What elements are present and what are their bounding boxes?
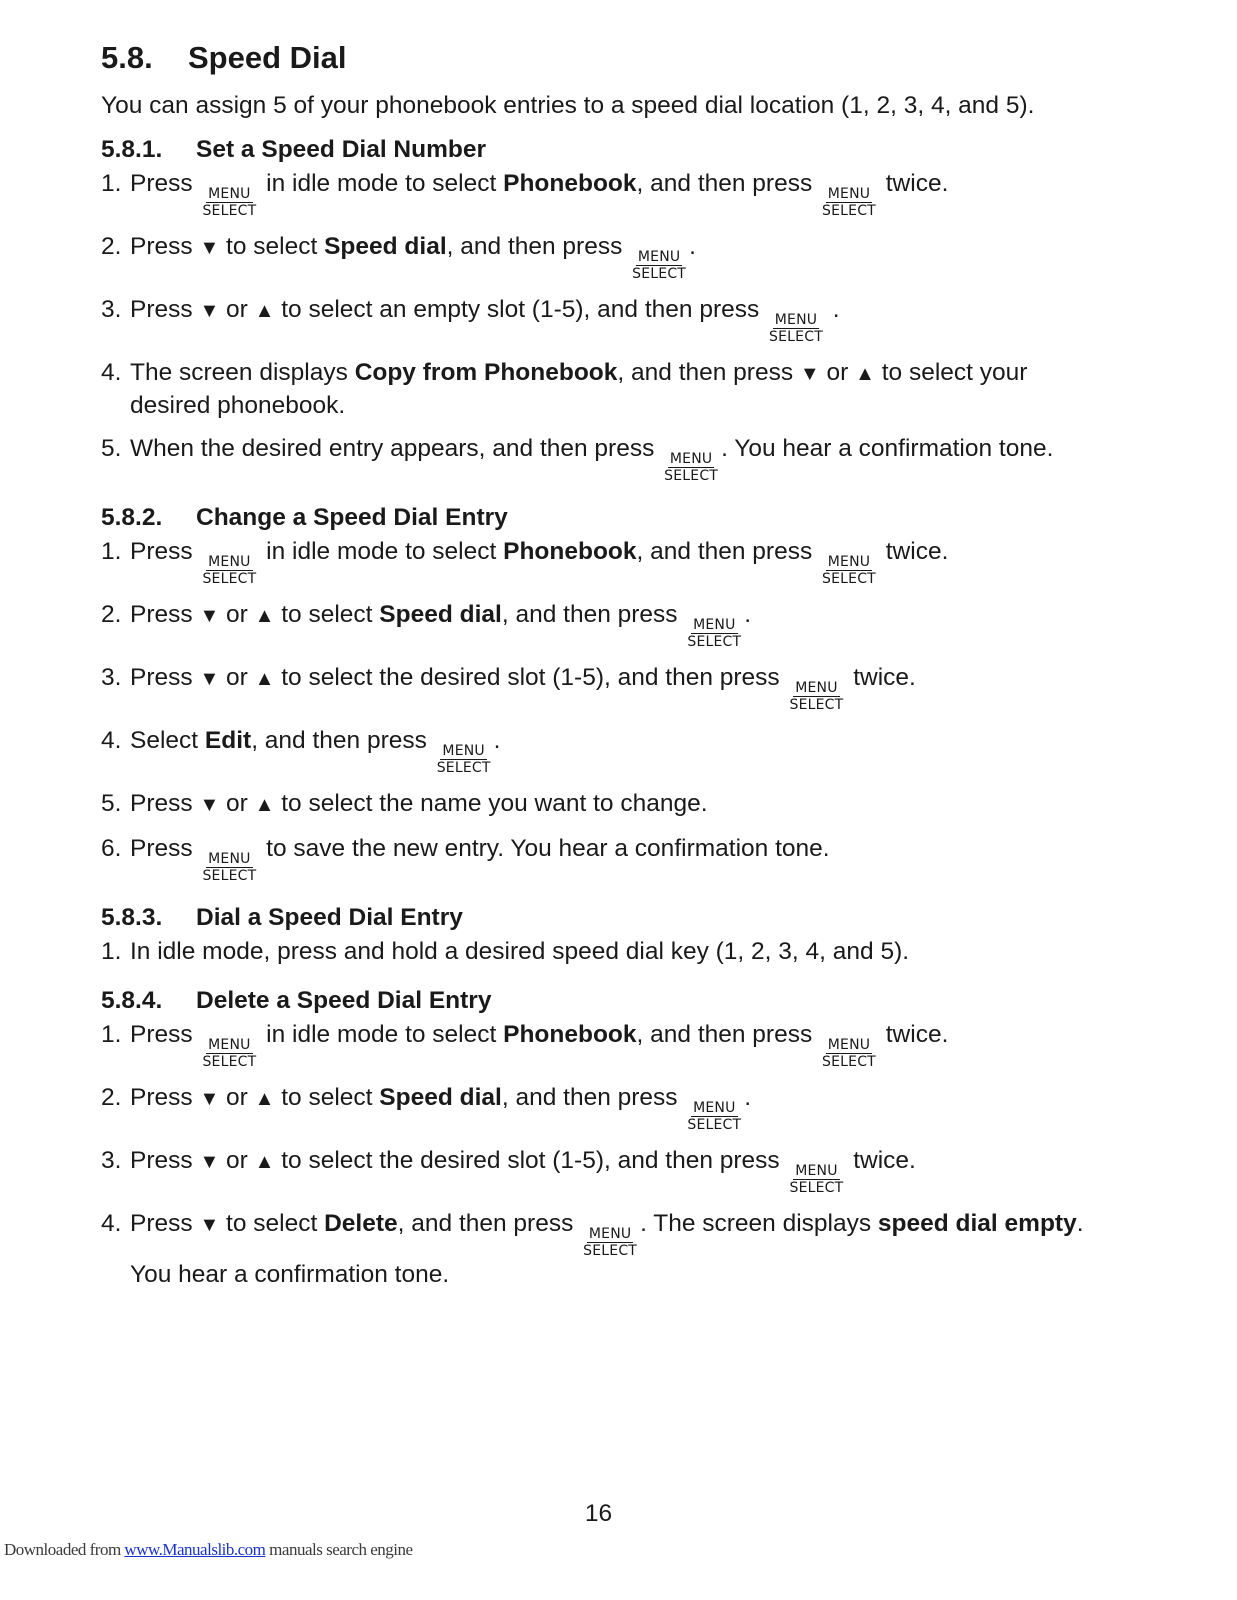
step-emphasis: Speed dial: [379, 1083, 502, 1111]
up-triangle-icon: ▲: [254, 604, 275, 627]
down-triangle-icon: ▼: [199, 1213, 220, 1236]
step-text: or: [219, 600, 255, 628]
step-number: 6.: [101, 834, 122, 862]
down-triangle-icon: ▼: [199, 604, 220, 627]
step-emphasis: speed dial empty: [877, 1209, 1077, 1237]
step-emphasis: Phonebook: [503, 169, 637, 197]
step-text: .: [689, 232, 696, 260]
subsection-number: 5.8.4.: [101, 986, 163, 1014]
step-number: 3.: [101, 1146, 122, 1174]
step-text: twice.: [846, 1146, 916, 1174]
step-text: or: [219, 789, 255, 817]
step-text: in idle mode to select: [259, 537, 504, 565]
step-emphasis: Phonebook: [503, 1020, 637, 1048]
step-item: [101, 1019, 1111, 1070]
step-text: Press: [130, 169, 200, 197]
key-label-top: MENU: [208, 1036, 251, 1053]
up-triangle-icon: ▲: [254, 793, 275, 816]
step-number: 3.: [101, 295, 122, 323]
key-label-top: MENU: [795, 1162, 838, 1179]
key-label-bottom: SELECT: [687, 1116, 742, 1133]
step-text: to select: [219, 1209, 325, 1237]
footer-prefix: Downloaded from: [4, 1540, 125, 1559]
key-label-top: MENU: [208, 850, 251, 867]
down-triangle-icon: ▼: [199, 793, 220, 816]
step-text: .: [744, 600, 752, 628]
key-label-top: MENU: [774, 311, 818, 328]
down-triangle-icon: ▼: [199, 667, 220, 690]
step-text: or: [219, 295, 255, 323]
key-label-top: MENU: [693, 1099, 736, 1116]
step-text: . The screen displays: [640, 1209, 878, 1237]
step-item: [101, 599, 1111, 650]
step-text: to select: [274, 1083, 380, 1111]
step-emphasis: Edit: [204, 726, 252, 754]
step-number: 1.: [101, 1020, 122, 1048]
step-text: to select: [274, 600, 380, 628]
up-triangle-icon: ▲: [855, 362, 875, 385]
step-emphasis: Delete: [324, 1209, 398, 1237]
step-item: [101, 788, 1111, 821]
subsection-heading: [101, 987, 1111, 1015]
key-label-bottom: SELECT: [632, 265, 687, 282]
step-item: [101, 833, 1111, 884]
step-number: 3.: [101, 663, 122, 691]
step-text: or: [819, 358, 856, 386]
step-emphasis: Speed dial: [324, 232, 447, 260]
step-emphasis: Phonebook: [503, 537, 637, 565]
key-label-bottom: SELECT: [202, 570, 257, 587]
menu-select-key-icon: [822, 1038, 876, 1070]
step-text: Press: [130, 232, 200, 260]
step-text: Press: [130, 789, 200, 817]
step-text: .: [744, 1083, 752, 1111]
footer-suffix: manuals search engine: [265, 1540, 413, 1559]
down-triangle-icon: ▼: [199, 1087, 220, 1110]
menu-select-key-icon: [202, 187, 256, 219]
menu-select-key-icon: [687, 618, 741, 650]
step-text: in idle mode to select: [259, 169, 504, 197]
step-item: [101, 536, 1111, 587]
step-item: [101, 1208, 1111, 1290]
step-text: When the desired entry appears, and then press: [130, 434, 662, 462]
step-number: 4.: [101, 726, 122, 754]
key-label-bottom: SELECT: [202, 1053, 257, 1070]
step-number: 2.: [101, 1083, 122, 1111]
step-text: to select: [219, 232, 325, 260]
subsection-heading: [101, 136, 1111, 164]
step-text: twice.: [878, 537, 949, 565]
up-triangle-icon: ▲: [254, 667, 275, 690]
step-text: to select the desired slot (1-5), and then press: [274, 1146, 787, 1174]
step-text: , and then press: [501, 600, 685, 628]
menu-select-key-icon: [583, 1227, 637, 1259]
subsections: [101, 136, 1111, 1290]
step-text: Press: [130, 834, 200, 862]
down-triangle-icon: ▼: [199, 236, 220, 259]
menu-select-key-icon: [769, 313, 823, 345]
menu-select-key-icon: [437, 744, 491, 776]
menu-select-key-icon: [664, 452, 718, 484]
step-text: , and then press: [636, 1020, 820, 1048]
menu-select-key-icon: [687, 1101, 741, 1133]
menu-select-key-icon: [202, 1038, 256, 1070]
key-label-bottom: SELECT: [789, 1179, 844, 1196]
step-text: . You hear a confirmation tone.: [130, 1209, 1084, 1288]
step-item: [101, 1145, 1111, 1196]
step-list: [101, 168, 1111, 484]
menu-select-key-icon: [202, 555, 256, 587]
subsection-number: 5.8.2.: [101, 503, 163, 531]
key-label-top: MENU: [588, 1225, 632, 1242]
menu-select-key-icon: [202, 852, 256, 884]
key-label-top: MENU: [827, 1036, 871, 1053]
key-label-bottom: SELECT: [202, 202, 257, 219]
step-text: , and then press: [251, 726, 434, 754]
key-label-top: MENU: [827, 553, 871, 570]
step-number: 1.: [101, 169, 122, 197]
key-label-bottom: SELECT: [202, 867, 257, 884]
step-item: [101, 357, 1111, 421]
step-text: Press: [130, 1146, 200, 1174]
page-number: 16: [584, 1500, 613, 1527]
subsection-title: Set a Speed Dial Number: [196, 135, 487, 163]
key-label-bottom: SELECT: [789, 696, 844, 713]
key-label-bottom: SELECT: [664, 467, 719, 484]
step-list: [101, 1019, 1111, 1290]
section-intro: You can assign 5 of your phonebook entries to a speed dial location (1, 2, 3, 4, and 5).: [101, 92, 1035, 119]
key-label-bottom: SELECT: [436, 759, 491, 776]
step-text: to select the name you want to change.: [274, 789, 708, 817]
menu-select-key-icon: [790, 1164, 844, 1196]
step-text: to save the new entry. You hear a confirmation tone.: [259, 834, 830, 862]
step-text: . You hear a confirmation tone.: [721, 434, 1054, 462]
step-item: [101, 231, 1111, 282]
step-text: Select: [130, 726, 205, 754]
key-label-bottom: SELECT: [687, 633, 742, 650]
up-triangle-icon: ▲: [254, 299, 275, 322]
step-item: [101, 725, 1111, 776]
step-text: The screen displays: [130, 358, 355, 386]
step-number: 5.: [101, 789, 122, 817]
step-item: [101, 168, 1111, 219]
step-text: .: [493, 726, 501, 754]
step-text: twice.: [878, 1020, 949, 1048]
down-triangle-icon: ▼: [799, 362, 820, 385]
section-number: 5.8.: [101, 40, 153, 75]
key-label-top: MENU: [442, 742, 485, 759]
step-text: , and then press: [446, 232, 630, 260]
step-text: to select the desired slot (1-5), and then press: [274, 663, 787, 691]
menu-select-key-icon: [822, 555, 876, 587]
key-label-bottom: SELECT: [822, 570, 876, 587]
up-triangle-icon: ▲: [254, 1087, 275, 1110]
step-text: .: [825, 295, 840, 323]
step-number: 2.: [101, 232, 122, 260]
key-label-bottom: SELECT: [583, 1242, 638, 1259]
step-number: 1.: [101, 537, 122, 565]
step-text: Press: [130, 1020, 200, 1048]
step-number: 1.: [101, 937, 122, 965]
key-label-bottom: SELECT: [822, 1053, 876, 1070]
step-text: Press: [130, 600, 200, 628]
step-text: Press: [130, 663, 200, 691]
step-text: Press: [130, 1083, 200, 1111]
step-text: , and then press: [617, 358, 800, 386]
subsection-number: 5.8.1.: [101, 135, 163, 163]
menu-select-key-icon: [822, 187, 876, 219]
step-item: [101, 662, 1111, 713]
key-label-top: MENU: [637, 248, 681, 265]
step-text: or: [219, 1146, 255, 1174]
step-number: 4.: [101, 358, 122, 386]
down-triangle-icon: ▼: [199, 299, 220, 322]
subsection-heading: [101, 504, 1111, 532]
step-list: [101, 936, 1111, 967]
step-text: , and then press: [501, 1083, 685, 1111]
step-text: twice.: [878, 169, 949, 197]
step-text: in idle mode to select: [259, 1020, 504, 1048]
step-number: 2.: [101, 600, 122, 628]
step-emphasis: Copy from Phonebook: [354, 358, 618, 386]
step-list: [101, 536, 1111, 884]
subsection-heading: [101, 904, 1111, 932]
manual-page: [101, 40, 1111, 1310]
key-label-top: MENU: [669, 450, 713, 467]
step-emphasis: Speed dial: [379, 600, 502, 628]
key-label-top: MENU: [208, 185, 251, 202]
step-text: In idle mode, press and hold a desired speed dial key (1, 2, 3, 4, and 5).: [130, 937, 910, 965]
step-text: Press: [130, 295, 200, 323]
step-item: [101, 294, 1111, 345]
step-item: [101, 936, 1111, 967]
step-number: 5.: [101, 434, 122, 462]
step-text: to select an empty slot (1-5), and then press: [274, 295, 767, 323]
up-triangle-icon: ▲: [254, 1150, 275, 1173]
subsection-title: Change a Speed Dial Entry: [196, 503, 508, 531]
footer: [4, 1540, 413, 1560]
key-label-top: MENU: [208, 553, 251, 570]
step-text: or: [219, 663, 255, 691]
step-item: [101, 1082, 1111, 1133]
menu-select-key-icon: [790, 681, 844, 713]
step-text: , and then press: [636, 169, 820, 197]
step-text: , and then press: [636, 537, 820, 565]
step-text: to select your desired phonebook.: [130, 358, 1028, 419]
key-label-bottom: SELECT: [822, 202, 876, 219]
step-text: , and then press: [397, 1209, 581, 1237]
step-text: or: [219, 1083, 255, 1111]
subsection-title: Dial a Speed Dial Entry: [196, 903, 463, 931]
step-text: twice.: [846, 663, 916, 691]
key-label-top: MENU: [693, 616, 736, 633]
step-text: Press: [130, 537, 200, 565]
step-text: Press: [130, 1209, 200, 1237]
subsection-number: 5.8.3.: [101, 903, 163, 931]
section-title: Speed Dial: [188, 40, 347, 75]
section-heading: [101, 40, 1111, 76]
down-triangle-icon: ▼: [199, 1150, 220, 1173]
footer-link[interactable]: www.Manualslib.com: [124, 1540, 266, 1559]
key-label-top: MENU: [827, 185, 871, 202]
subsection-title: Delete a Speed Dial Entry: [196, 986, 492, 1014]
step-item: [101, 433, 1111, 484]
menu-select-key-icon: [632, 250, 686, 282]
key-label-top: MENU: [795, 679, 838, 696]
step-number: 4.: [101, 1209, 122, 1237]
key-label-bottom: SELECT: [769, 328, 823, 345]
